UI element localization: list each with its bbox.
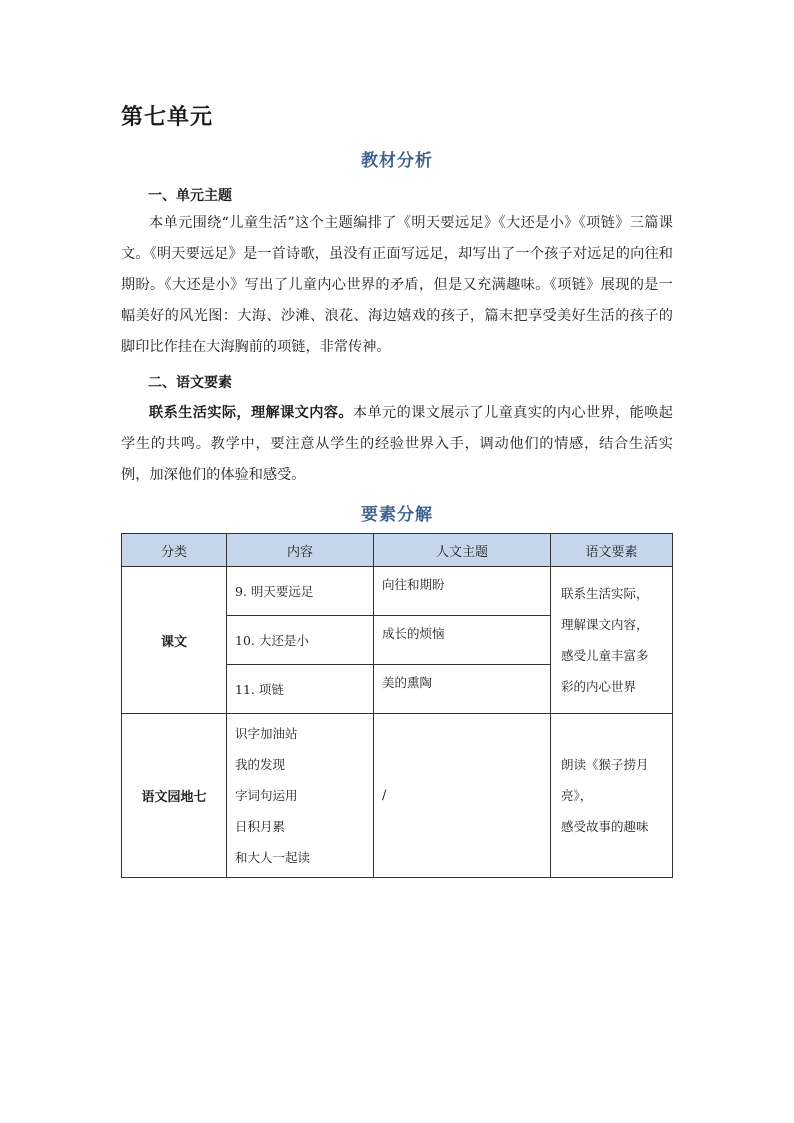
section-language-elements-heading: 二、语文要素 <box>148 375 232 391</box>
element-line: 感受故事的趣味 <box>561 819 649 834</box>
header-category: 分类 <box>122 534 227 567</box>
table-row <box>122 714 673 878</box>
header-humanistic-theme: 人文主题 <box>374 534 551 567</box>
text-content-cell: 9. 明天要远足 <box>227 567 374 616</box>
text-theme-cell: 美的熏陶 <box>374 665 551 714</box>
language-elements-lead: 联系生活实际，理解课文内容。 <box>149 405 353 421</box>
text-content-cell: 10. 大还是小 <box>227 616 374 665</box>
language-elements-paragraph <box>121 398 673 491</box>
unit-title: 第七单元 <box>121 105 214 130</box>
garden-item: 我的发现 <box>235 757 286 772</box>
garden-element-cell <box>551 714 673 878</box>
header-language-element: 语文要素 <box>551 534 673 567</box>
text-theme-cell: 向往和期盼 <box>374 567 551 616</box>
garden-item: 和大人一起读 <box>235 850 311 865</box>
element-line: 感受儿童丰富多 <box>561 648 649 663</box>
table-row <box>122 567 673 616</box>
text-content-cell: 11. 项链 <box>227 665 374 714</box>
garden-item: 日积月累 <box>235 819 286 834</box>
breakdown-table <box>121 533 673 878</box>
text-theme-cell: 成长的烦恼 <box>374 616 551 665</box>
garden-item: 识字加油站 <box>235 726 298 741</box>
garden-category-cell: 语文园地七 <box>122 714 227 878</box>
texts-category-cell: 课文 <box>122 567 227 714</box>
breakdown-heading: 要素分解 <box>361 505 433 525</box>
unit-theme-paragraph <box>121 208 673 363</box>
table-header-row <box>122 534 673 567</box>
element-line: 朗读《猴子捞月亮》， <box>561 757 649 803</box>
language-elements-text <box>121 398 673 491</box>
language-elements-body: 本单元的课文展示了儿童真实的内心世界，能唤起学生的共鸣。教学中，要注意从学生的经验世界入手，调动他们的情感，结合生活实例，加深他们的体验和感受。 <box>121 405 673 483</box>
garden-theme-cell: / <box>374 714 551 878</box>
section-unit-theme-heading: 一、单元主题 <box>148 188 232 204</box>
header-content: 内容 <box>227 534 374 567</box>
garden-item: 字词句运用 <box>235 788 298 803</box>
element-line: 理解课文内容， <box>561 617 649 632</box>
unit-theme-text: 本单元围绕“儿童生活”这个主题编排了《明天要远足》《大还是小》《项链》三篇课文。《明天要远足》是一首诗歌，虽没有正面写远足，却写出了一个孩子对远足的向往和期盼。《大还是小》写出了儿童内心世界的矛盾，但是又充满趣味。《项链》展现的是一幅美好的风光图：大海、沙滩、浪花、海边嬉戏的孩子，篇末把享受美好生活的孩子的脚印比作挂在大海胸前的项链，非常传神。 <box>121 215 673 355</box>
texts-element-cell <box>551 567 673 714</box>
analysis-heading: 教材分析 <box>361 151 433 171</box>
garden-items-cell <box>227 714 374 878</box>
element-line: 彩的内心世界 <box>561 679 637 694</box>
element-line: 联系生活实际， <box>561 586 649 601</box>
